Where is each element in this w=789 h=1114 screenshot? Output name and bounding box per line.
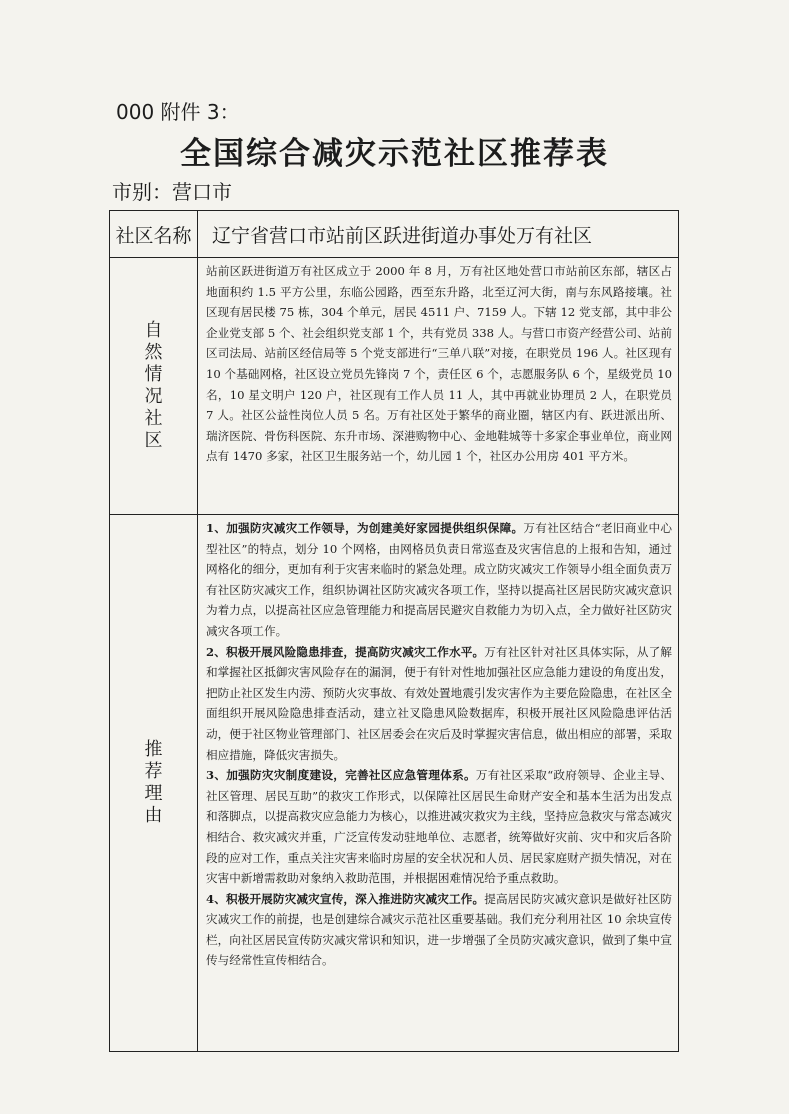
recommendation-form: [109, 210, 679, 1052]
reason-text: [198, 515, 679, 1052]
community-name-label: 社区名称: [110, 211, 198, 258]
attachment-label: 000 附件 3：: [116, 100, 240, 124]
city-label: 市别：营口市: [112, 180, 232, 204]
community-name-value: 辽宁省营口市站前区跃进街道办事处万有社区: [198, 211, 679, 258]
reason-item: 1、加强防灾减灾工作领导，为创建美好家园提供组织保障。万有社区结合“老旧商业中心型社区”的特点，划分 10 个网格，由网格员负责日常巡查及灾害信息的上报和告知，通过网格化的细分，更加有利于灾害来临时的紧急处理。成立防灾减灾工作领导小组全面负责万有社区防灾减灾工作，组织协调社区防灾减灾各项工作，坚持以提高社区居民防灾减灾意识为着力点，以提高社区应急管理能力和提高居民避灾自救能力为切入点，全力做好社区防灾减灾各项工作。: [206, 521, 672, 638]
community-name-row: [110, 211, 679, 258]
reason-item: 2、积极开展风险隐患排查，提高防灾减灾工作水平。万有社区针对社区具体实际，从了解和掌握社区抵御灾害风险存在的漏洞，便于有针对性地加强社区应急能力建设的角度出发，把防止社区发生内涝、预防火灾事故、有效处置地震引发灾害作为主要危险隐患，在社区全面组织开展风险隐患排查活动，建立社叉隐患风险数据库，积极开展社区风险隐患评估活动，便于社区物业管理部门、社区居委会在灾后及时掌握灾害信息，做出相应的部署，采取相应措施，降低灾害损失。: [206, 644, 672, 762]
reason-row: [110, 515, 679, 1052]
reason-item: 4、积极开展防灾减灾宣传，深入推进防灾减灾工作。提高居民防灾减灾意识是做好社区防灾减灾工作的前提，也是创建综合减灾示范社区重要基础。我们充分利用社区 10 余块宣传栏，向社区居民宣传防灾减灾常识和知识，进一步增强了全员防灾减灾意识，做到了集中宣传与经常性宣传相结合。: [206, 891, 672, 968]
reason-label: 推荐理由: [110, 515, 198, 1052]
reason-item: 3、加强防灾灾制度建设，完善社区应急管理体系。万有社区采取“政府领导、企业主导、社区管理、居民互助”的救灾工作形式，以保障社区居民生命财产安全和基本生活为出发点和落脚点，以提高救灾应急能力为核心，以推进减灾救灾为主线，坚持应急救灾与常态减灾相结合、救灾减灾并重，广泛宣传发动驻地单位、志愿者，统筹做好灾前、灾中和灾后各阶段的应对工作，重点关注灾害来临时房屋的安全状况和人员、居民家庭财产损失情况，对在灾害中新增需救助对象纳入救助范围，并根据困难情况给予重点救助。: [206, 768, 672, 886]
nature-label: 自然情况社区: [110, 258, 198, 515]
page-title: 全国综合减灾示范社区推荐表: [180, 136, 609, 172]
nature-text: 站前区跃进街道万有社区成立于 2000 年 8 月，万有社区地处营口市站前区东部，辖区占地面积约 1.5 平方公里，东临公园路，西至东升路，北至辽河大街，南与东风路接壤。社区现有居民楼 75 栋，304 个单元，居民 4511 户、7159 人。下辖 12 党支部，其中非公企业党支部 5 个、社会组织党支部 1 个，共有党员 338 人。与营口市资产经营公司、站前区司法局、站前区经信局等 5 个党支部进行“三单八联”对接，在职党员 196 人。社区现有 10 个基础网格，社区设立党员先锋岗 7 个，责任区 6 个，志愿服务队 6 个，星级党员 10 名，10 星文明户 120 户，社区现有工作人员 11 人，其中再就业协理员 2 人，在职党员 7 人。社区公益性岗位人员 5 名。万有社区处于繁华的商业圈，辖区内有、跃进派出所、瑞济医院、骨伤科医院、东升市场、深港购物中心、金地鞋城等十多家企事业单位，商业网点有 1470 多家，社区卫生服务站一个，幼儿园 1 个，社区办公用房 401 平方米。: [198, 258, 679, 515]
nature-row: [110, 258, 679, 515]
